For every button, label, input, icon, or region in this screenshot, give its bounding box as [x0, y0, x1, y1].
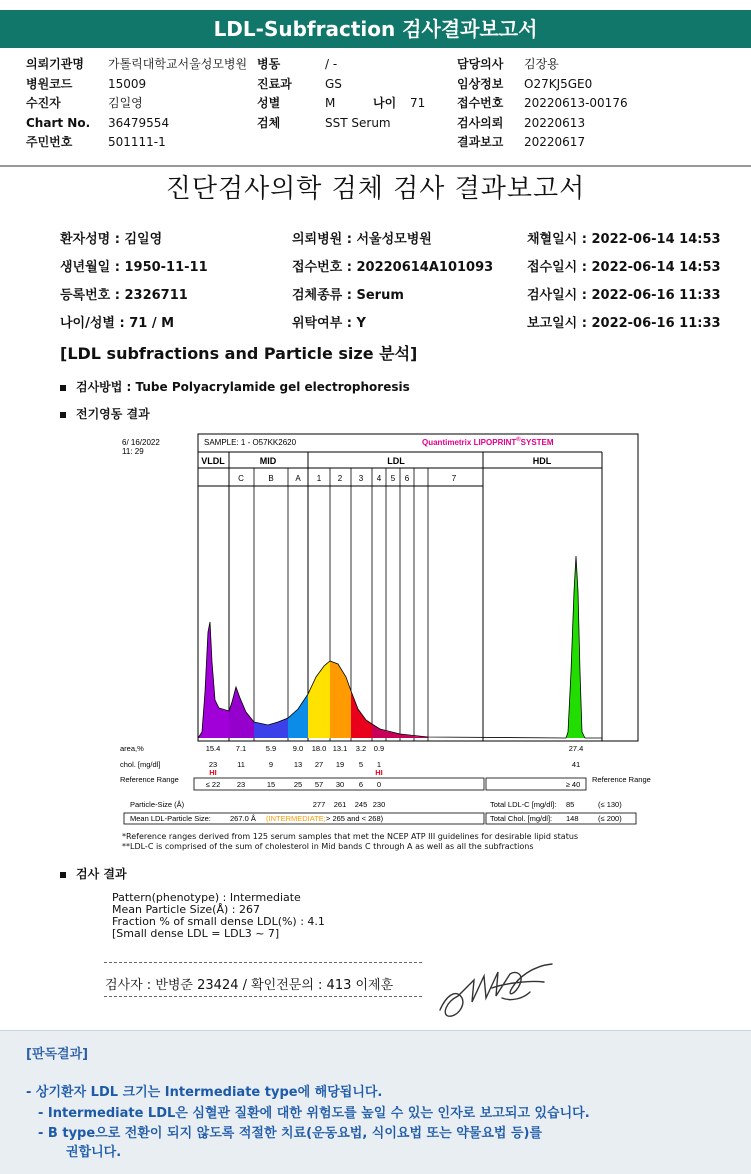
- peak-mid-a: [288, 694, 308, 738]
- result-line-text: [Small dense LDL = LDL3 ~ 7]: [112, 927, 280, 940]
- interpretation-line: - B type으로 전환이 되지 않도록 적절한 치료(운동요법, 식이요법 또는 약물요법 등)를: [38, 1126, 543, 1141]
- label-sex: 성별: [257, 96, 281, 110]
- value-doctor: 김장용: [524, 57, 559, 71]
- area-value: 7.1: [235, 744, 247, 753]
- value-clinical-info: O27KJ5GE0: [524, 77, 593, 91]
- method-line: [60, 378, 410, 395]
- label-report-date: 결과보고: [457, 135, 504, 149]
- chol-value: 1: [376, 760, 382, 769]
- value-sex: M: [325, 96, 336, 110]
- patient-reg-no: 등록번호 : 2326711: [60, 288, 188, 303]
- area-value: 0.9: [373, 744, 385, 753]
- section-title: [LDL subfractions and Particle size 분석]: [60, 344, 418, 363]
- mean-label: Mean LDL-Particle Size:: [130, 814, 211, 823]
- interpretation-line: 권합니다.: [66, 1145, 122, 1160]
- electrophoresis-svg: [118, 432, 651, 828]
- ref-value: 0: [376, 780, 382, 789]
- chart-footnotes: [122, 832, 578, 852]
- label-specimen: 검체: [257, 116, 281, 130]
- header-divider: [0, 165, 751, 167]
- report-title: 진단검사의학 검체 검사 결과보고서: [165, 174, 586, 204]
- label-age: 나이: [373, 96, 397, 110]
- patient-hospital: 의뢰병원 : 서울성모병원: [292, 232, 432, 247]
- row-label-chol: chol. [mg/dl]: [120, 760, 161, 769]
- ref-value: 57: [314, 780, 324, 789]
- total-chol-ref: (≤ 200): [598, 814, 622, 823]
- interpretation-box: [0, 1030, 751, 1174]
- total-ldl-ref: (≤ 130): [598, 800, 622, 809]
- ref-value: 23: [236, 780, 246, 789]
- patient-received: 접수일시 : 2022-06-14 14:53: [527, 260, 721, 275]
- interpretation-title: [판독결과]: [26, 1047, 89, 1062]
- label-patient: 수진자: [26, 96, 61, 110]
- area-value: 18.0: [311, 744, 327, 753]
- label-accession: 접수번호: [457, 96, 504, 110]
- report-header-title: LDL-Subfraction 검사결과보고서: [0, 10, 751, 48]
- patient-reported: 보고일시 : 2022-06-16 11:33: [527, 316, 721, 331]
- value-patient: 김일영: [108, 96, 143, 110]
- patient-receipt-no: 접수번호 : 20220614A101093: [292, 260, 494, 275]
- particle-value: 245: [354, 800, 368, 809]
- chart-date: 6/ 16/2022: [122, 438, 160, 447]
- mean-value: 267.0 Å: [230, 814, 256, 823]
- total-chol-label: Total Chol. [mg/dl]:: [490, 814, 553, 823]
- patient-specimen: 검체종류 : Serum: [292, 288, 404, 303]
- label-clinical-info: 임상정보: [457, 77, 504, 91]
- area-value-hdl: 27.4: [568, 744, 584, 753]
- band-label: 6: [404, 474, 410, 483]
- patient-birth: 생년월일 : 1950-11-11: [60, 260, 208, 275]
- footnote: **LDL-C is comprised of the sum of cholesterol in Mid bands C through A as well as all the subfractions: [122, 842, 534, 851]
- patient-collected: 채혈일시 : 2022-06-14 14:53: [527, 232, 721, 247]
- value-request-date: 20220613: [524, 116, 586, 130]
- band-label: 1: [316, 474, 322, 483]
- signer-line: 검사자 : 반병준 23424 / 확인전문의 : 413 이제훈: [105, 978, 394, 993]
- bullet-icon: [60, 385, 66, 391]
- chol-value: 13: [293, 760, 303, 769]
- chol-value: 23: [208, 760, 218, 769]
- group-label-vldl: VLDL: [201, 456, 225, 466]
- mean-range: > 265 and < 268): [326, 814, 384, 823]
- particle-value: 261: [333, 800, 347, 809]
- particle-value: 277: [312, 800, 326, 809]
- footnote: *Reference ranges derived from 125 serum samples that met the NCEP ATP III guidelines for desirable lipid status: [122, 832, 579, 841]
- group-label-ldl: LDL: [387, 456, 405, 466]
- value-specimen: SST Serum: [325, 116, 391, 130]
- total-ldl-value: 85: [566, 800, 575, 809]
- result-line-text: Fraction % of small dense LDL(%) : 4.1: [112, 915, 325, 928]
- mean-note: (INTERMEDIATE;: [266, 814, 326, 823]
- result-summary: [112, 892, 325, 940]
- value-department: GS: [325, 77, 342, 91]
- band-label: 2: [337, 474, 343, 483]
- patient-outsourced: 위탁여부 : Y: [292, 316, 366, 331]
- patient-age-sex: 나이/성별 : 71 / M: [60, 316, 175, 331]
- total-ldl-label: Total LDL-C [mg/dl]:: [490, 800, 557, 809]
- band-label: 7: [451, 474, 457, 483]
- label-resident-no: 주민번호: [26, 135, 73, 149]
- band-label: C: [238, 474, 244, 483]
- chol-value: 9: [268, 760, 274, 769]
- ref-value: 6: [358, 780, 364, 789]
- value-report-date: 20220617: [524, 135, 586, 149]
- area-value: 13.1: [332, 744, 348, 753]
- request-info-grid: [0, 52, 751, 164]
- chart-brand-suffix: SYSTEM: [520, 438, 554, 447]
- ref-value-hdl: ≥ 40: [565, 780, 581, 789]
- label-doctor: 담당의사: [457, 57, 504, 71]
- ref-value: 30: [335, 780, 345, 789]
- value-hospital-code: 15009: [108, 77, 147, 91]
- result-line: [60, 865, 127, 882]
- area-value: 15.4: [205, 744, 221, 753]
- value-resident-no: 501111-1: [108, 135, 166, 149]
- group-label-hdl: HDL: [532, 456, 552, 466]
- result-title: 검사 결과: [76, 867, 127, 881]
- label-hospital-code: 병원코드: [26, 77, 73, 91]
- label-requesting-org: 의뢰기관명: [26, 57, 84, 71]
- result-line-text: Mean Particle Size(Å) : 267: [112, 903, 260, 916]
- chart-sample: SAMPLE: 1 - O57KK2620: [204, 438, 297, 447]
- group-label-mid: MID: [259, 456, 277, 466]
- band-label: B: [268, 474, 274, 483]
- ref-value: 15: [266, 780, 276, 789]
- bullet-icon: [60, 412, 66, 418]
- flag-hi: HI: [209, 768, 217, 777]
- band-label: 4: [376, 474, 382, 483]
- patient-name: 환자성명 : 김일영: [60, 232, 163, 247]
- total-chol-value: 148: [566, 814, 579, 823]
- chol-value: 19: [335, 760, 345, 769]
- signature-image: [432, 958, 562, 1024]
- label-request-date: 검사의뢰: [457, 116, 504, 130]
- sign-divider: [104, 996, 422, 997]
- electro-line: [60, 405, 150, 422]
- ref-value: 25: [293, 780, 303, 789]
- method-text: 검사방법 : Tube Polyacrylamide gel electrophoresis: [76, 380, 410, 394]
- area-value: 5.9: [265, 744, 277, 753]
- flag-hi: HI: [375, 768, 383, 777]
- value-accession: 20220613-00176: [524, 96, 628, 110]
- value-chart-no: 36479554: [108, 116, 170, 130]
- value-ward: / -: [325, 57, 338, 71]
- peak-mid-c: [229, 687, 254, 738]
- band-label: 5: [390, 474, 396, 483]
- sign-divider: [104, 962, 422, 963]
- value-requesting-org: 가톨릭대학교서울성모병원: [108, 57, 248, 71]
- result-line-text: Pattern(phenotype) : Intermediate: [112, 891, 301, 904]
- label-department: 진료과: [257, 77, 292, 91]
- patient-tested: 검사일시 : 2022-06-16 11:33: [527, 288, 721, 303]
- band-label: 3: [358, 474, 364, 483]
- ref-value: ≤ 22: [205, 780, 221, 789]
- row-label-area: area,%: [120, 744, 144, 753]
- area-value: 9.0: [292, 744, 304, 753]
- particle-value: 230: [372, 800, 386, 809]
- bullet-icon: [60, 872, 66, 878]
- signature-stroke: [440, 964, 552, 1016]
- row-label-ref: Reference Range: [120, 775, 179, 784]
- row-label-particle: Particle-Size (Å): [130, 800, 185, 809]
- chart-brand-mark: ®: [516, 437, 521, 443]
- chol-value: 27: [314, 760, 324, 769]
- interpretation-line: - 상기환자 LDL 크기는 Intermediate type에 해당됩니다.: [26, 1085, 383, 1100]
- interpretation-line: - Intermediate LDL은 심혈관 질환에 대한 위험도를 높일 수 있는 인자로 보고되고 있습니다.: [38, 1106, 590, 1121]
- electro-text: 전기영동 결과: [76, 407, 150, 421]
- chart-brand: [422, 436, 554, 447]
- label-chart-no: Chart No.: [26, 116, 91, 130]
- chol-value: 5: [358, 760, 364, 769]
- band-label: A: [295, 474, 301, 483]
- peak-ldl2: [330, 661, 351, 738]
- chart-time: 11: 29: [122, 447, 144, 456]
- chol-value: 11: [237, 760, 245, 769]
- peak-mid-b: [254, 718, 288, 738]
- label-ward: 병동: [257, 57, 281, 71]
- area-value: 3.2: [355, 744, 367, 753]
- value-age: 71: [410, 96, 426, 110]
- electrophoresis-chart: [118, 432, 651, 828]
- chol-value-hdl: 41: [571, 760, 581, 769]
- chart-brand-name: Quantimetrix LIPOPRINT: [422, 438, 517, 447]
- ref-right-label: Reference Range: [592, 775, 651, 784]
